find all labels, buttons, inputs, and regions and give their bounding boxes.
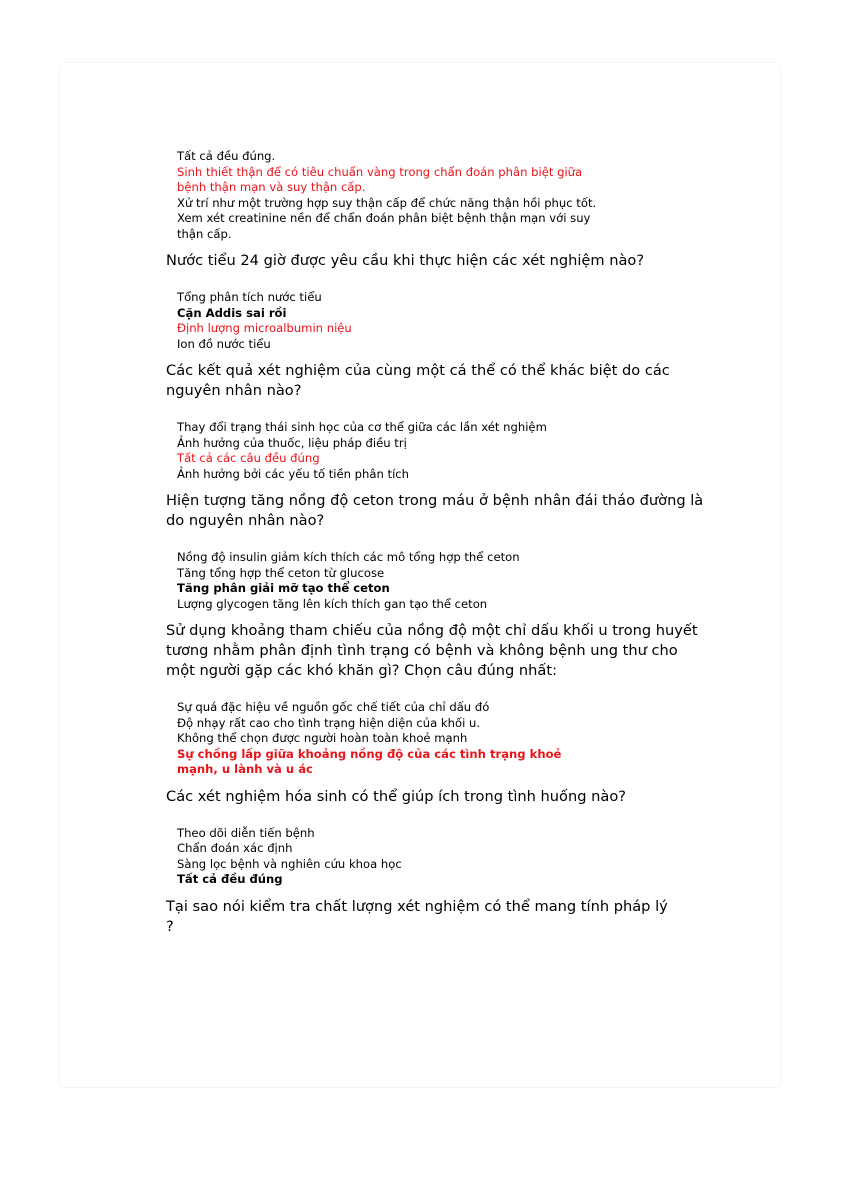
answer-option: Độ nhạy rất cao cho tình trạng hiện diện của khối u. bbox=[177, 715, 481, 730]
answer-option: Sàng lọc bệnh và nghiên cứu khoa học bbox=[177, 856, 402, 871]
question-block bbox=[166, 290, 711, 401]
question-block bbox=[166, 550, 711, 681]
answer-options bbox=[177, 550, 711, 612]
answer-option: Sự quá đặc hiệu về nguồn gốc chế tiết của chỉ dấu đó bbox=[177, 700, 490, 714]
document-content bbox=[166, 149, 711, 937]
answer-option: Ảnh hưởng bởi các yếu tố tiền phân tích bbox=[177, 466, 410, 481]
question-block bbox=[166, 149, 711, 271]
answer-option: Ảnh hưởng của thuốc, liệu pháp điều trị bbox=[177, 435, 407, 450]
question-text: Các xét nghiệm hóa sinh có thể giúp ích trong tình huống nào? bbox=[166, 787, 626, 805]
question-text: Nước tiểu 24 giờ được yêu cầu khi thực hiện các xét nghiệm nào? bbox=[166, 252, 645, 269]
question-text: Tại sao nói kiểm tra chất lượng xét nghiệm có thể mang tính pháp lý ? bbox=[166, 897, 668, 935]
answer-options bbox=[177, 290, 711, 352]
answer-option-correct: Sinh thiết thận để có tiêu chuẩn vàng trong chẩn đoán phân biệt giữa bệnh thận mạn và suy thận cấp. bbox=[177, 164, 583, 194]
answer-options bbox=[177, 420, 711, 482]
answer-options bbox=[177, 149, 711, 242]
question-block bbox=[166, 826, 711, 937]
answer-option: Tổng phân tích nước tiểu bbox=[177, 290, 322, 304]
answer-option: Ion đồ nước tiểu bbox=[177, 336, 271, 351]
answer-option-correct: Định lượng microalbumin niệu bbox=[177, 321, 352, 335]
answer-option: Tăng tổng hợp thể ceton từ glucose bbox=[177, 565, 385, 580]
answer-option: Tất cả đều đúng. bbox=[177, 149, 276, 163]
answer-option: Xử trí như một trường hợp suy thận cấp để chức năng thận hồi phục tốt. bbox=[177, 195, 597, 210]
answer-option-correct: Sự chồng lấp giữa khoảng nồng độ của các tình trạng khoẻ mạnh, u lành và u ác bbox=[177, 746, 562, 776]
answer-options bbox=[177, 700, 711, 778]
answer-option-bold: Tăng phân giải mỡ tạo thể ceton bbox=[177, 581, 390, 595]
answer-option-correct: Tất cả các câu đều đúng bbox=[177, 451, 320, 465]
answer-option: Không thể chọn được người hoàn toàn khoẻ mạnh bbox=[177, 731, 468, 745]
answer-option-bold: Tất cả đều đúng bbox=[177, 872, 283, 886]
answer-option: Thay đổi trạng thái sinh học của cơ thể giữa các lần xét nghiệm bbox=[177, 420, 547, 434]
answer-option: Chẩn đoán xác định bbox=[177, 841, 293, 855]
answer-option: Lượng glycogen tăng lên kích thích gan tạo thể ceton bbox=[177, 596, 488, 611]
question-text: Hiện tượng tăng nồng độ ceton trong máu ở bệnh nhân đái tháo đường là do nguyên nhân nào? bbox=[166, 492, 704, 529]
question-text: Sử dụng khoảng tham chiếu của nồng độ một chỉ dấu khối u trong huyết tương nhằm phân định tình trạng có bệnh và không bệnh ung thư cho một người gặp các khó khăn gì? Chọn câu đúng nhất: bbox=[166, 622, 698, 679]
question-block bbox=[166, 700, 711, 807]
answer-options bbox=[177, 826, 711, 888]
question-text: Các kết quả xét nghiệm của cùng một cá thể có thể khác biệt do các nguyên nhân nào? bbox=[166, 362, 670, 399]
answer-option: Theo dõi diễn tiến bệnh bbox=[177, 825, 315, 840]
answer-option: Nồng độ insulin giảm kích thích các mô tổng hợp thể ceton bbox=[177, 550, 520, 564]
question-block bbox=[166, 420, 711, 531]
answer-option: Xem xét creatinine nền để chẩn đoán phân biệt bệnh thận mạn với suy thận cấp. bbox=[177, 211, 591, 241]
answer-option-bold: Cặn Addis sai rồi bbox=[177, 305, 287, 320]
